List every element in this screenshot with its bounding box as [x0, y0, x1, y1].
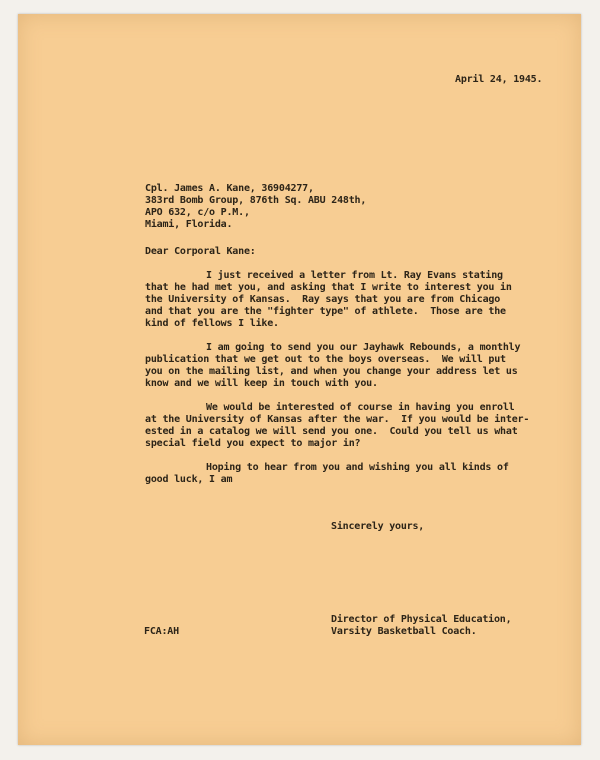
body-line: We would be interested of course in having you enroll — [206, 402, 515, 413]
body-line: that he had met you, and asking that I write to interest you in — [145, 282, 512, 293]
signature-line: Varsity Basketball Coach. — [331, 626, 477, 637]
salutation: Dear Corporal Kane: — [145, 246, 256, 257]
body-line: good luck, I am — [145, 474, 233, 485]
body-line: publication that we get out to the boys overseas. We will put — [145, 354, 506, 365]
signature-line: Director of Physical Education, — [331, 614, 512, 625]
letter-date: April 24, 1945. — [455, 74, 543, 85]
body-line: I am going to send you our Jayhawk Rebounds, a monthly — [206, 342, 521, 353]
address-line: Miami, Florida. — [145, 219, 233, 230]
body-line: you on the mailing list, and when you change your address let us — [145, 366, 518, 377]
address-line: APO 632, c/o P.M., — [145, 207, 250, 218]
body-line: the University of Kansas. Ray says that you are from Chicago — [145, 294, 501, 305]
body-line: special field you expect to major in? — [145, 438, 361, 449]
reference-initials: FCA:AH — [144, 626, 179, 637]
body-line: know and we will keep in touch with you. — [145, 378, 378, 389]
body-line: I just received a letter from Lt. Ray Evans stating — [206, 270, 503, 281]
body-line: ested in a catalog we will send you one. Could you tell us what — [145, 426, 518, 437]
body-line: and that you are the "fighter type" of athlete. Those are the — [145, 306, 506, 317]
address-line: Cpl. James A. Kane, 36904277, — [145, 183, 314, 194]
letter-sheet — [18, 14, 581, 745]
body-line: kind of fellows I like. — [145, 318, 279, 329]
body-line: Hoping to hear from you and wishing you all kinds of — [206, 462, 509, 473]
closing: Sincerely yours, — [331, 521, 425, 532]
body-line: at the University of Kansas after the war. If you would be inter- — [145, 414, 530, 425]
address-line: 383rd Bomb Group, 876th Sq. ABU 248th, — [145, 195, 367, 206]
